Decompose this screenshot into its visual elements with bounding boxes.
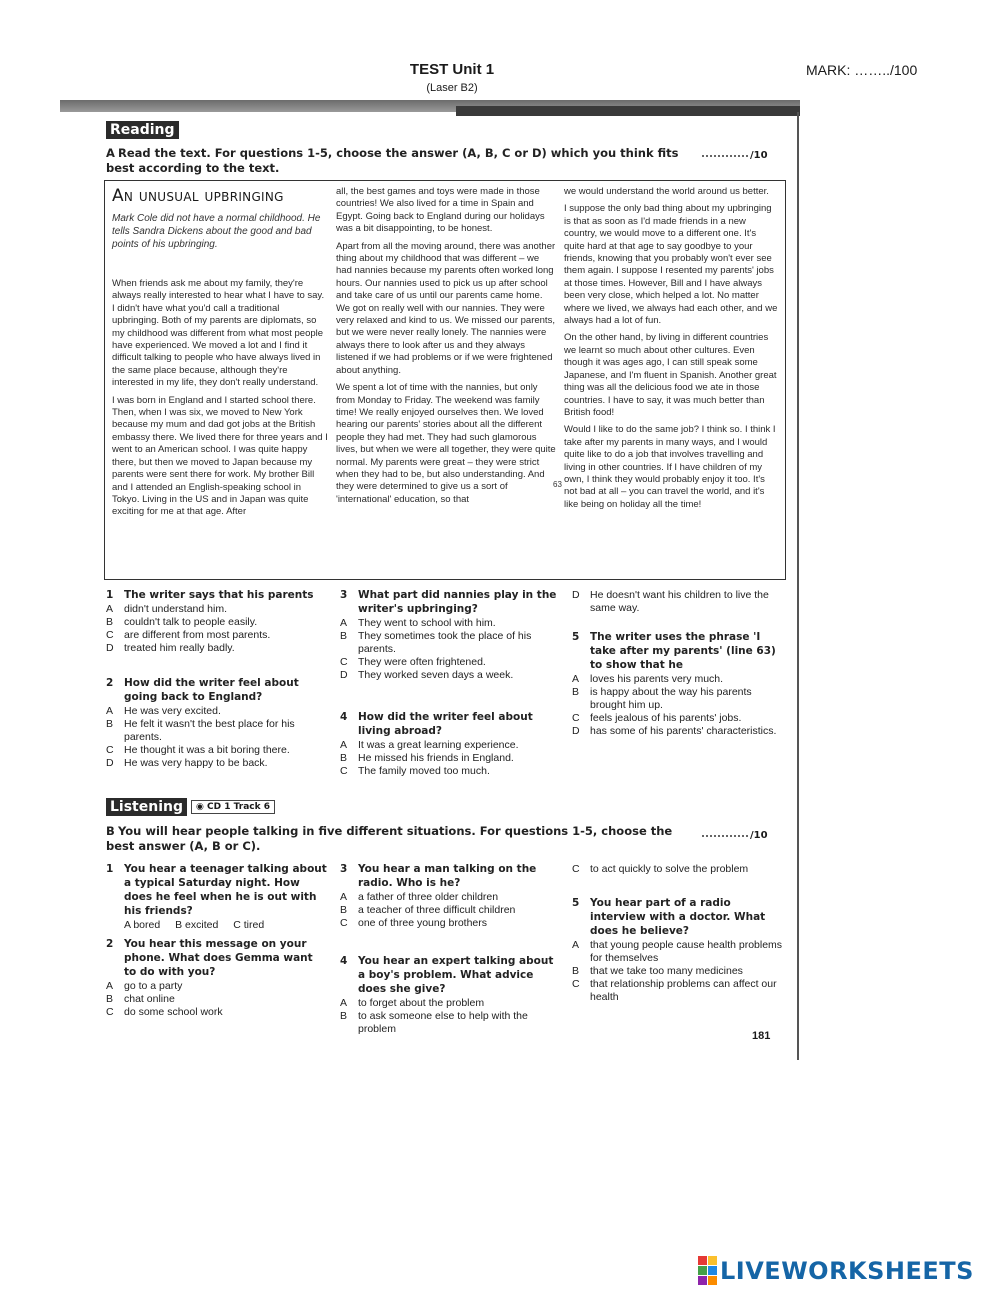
article-paragraph: all, the best games and toys were made in those countries! We also lived for a time in Spain and Egypt. Going back to England during our holidays was a bit disappointing, to be honest. (336, 186, 545, 235)
option-d[interactable]: D treated him really badly. (106, 642, 235, 654)
option-a[interactable]: A bored (124, 919, 161, 931)
option-b[interactable]: B is happy about the way his parents brought him up. (572, 686, 752, 711)
option-d[interactable]: D They worked seven days a week. (340, 669, 514, 681)
logo-square (698, 1276, 707, 1285)
article-paragraph: We spent a lot of time with the nannies, but only from Monday to Friday. The weekend was family time! We really enjoyed ourselves then. We loved hearing our parents' stories about all the different people they had met. They had such glamorous lives, but when we were all together, they were quite normal. My parents were great – they were strict when they had to be, but also understanding. And they were determined to give us a sort of 'international' education, so that (336, 382, 556, 505)
logo-square (698, 1266, 707, 1275)
reading-section-tag: Reading (106, 121, 179, 139)
option-c[interactable]: C do some school work (106, 1006, 223, 1018)
listening-score: /10 (702, 830, 768, 841)
article-paragraph: we would understand the world around us better. (564, 186, 769, 197)
option-c[interactable]: C feels jealous of his parents' jobs. (572, 712, 742, 724)
article-paragraph: I suppose the only bad thing about my upbringing is that as soon as I'd made friends in a new country, we would move to a different one. It's quite hard at that age to say goodbye to your friends, knowing that you probably won't ever see them again. I suppose I resented my parents' jobs at those times. However, Bill and I have always been very close, which helped a lot. No matter where we lived, we always had each other, and we always had a lot of fun. (564, 203, 778, 327)
option-a[interactable]: A He was very excited. (106, 705, 221, 717)
reading-question-1: 1 The writer says that his parents A didn't understand him. B couldn't talk to people easily. C are different from most parents. D treated him really badly. (106, 588, 326, 655)
test-subtitle: (Laser B2) (426, 82, 478, 94)
option-b[interactable]: B couldn't talk to people easily. (106, 616, 258, 628)
page-number: 181 (752, 1030, 771, 1042)
listening-question-2: 2 You hear this message on your phone. What does Gemma want to do with you? A go to a party B chat online C do some school work (106, 937, 328, 1019)
article-paragraph: Would I like to do the same job? I think so. I think I take after my parents in many ways, and I would quite like to do a job that involves travelling and living in other countries. If I have children of my own, I think they would probably enjoy it too. It's not bad at all – you can travel the world, and it's like being on holiday all the time! (564, 424, 776, 510)
listening-question-4-continued (572, 863, 788, 876)
option-b[interactable]: B that we take too many medicines (572, 965, 743, 977)
option-d[interactable]: D He doesn't want his children to live the same way. (572, 589, 769, 614)
reading-instruction (106, 146, 686, 176)
option-c[interactable]: C are different from most parents. (106, 629, 271, 641)
option-a[interactable]: A go to a party (106, 980, 183, 992)
article-title: An unusual upbringing (112, 186, 284, 206)
cd-track-label: ◉ CD 1 Track 6 (191, 800, 275, 814)
option-a[interactable]: A It was a great learning experience. (340, 739, 519, 751)
scan-top-bar-dark (456, 106, 800, 116)
article-column-2 (336, 186, 556, 511)
scan-right-rule (797, 112, 799, 1060)
option-b[interactable]: B They sometimes took the place of his parents. (340, 630, 532, 655)
option-c[interactable]: C They were often frightened. (340, 656, 486, 668)
option-b[interactable]: B a teacher of three difficult children (340, 904, 516, 916)
logo-square (708, 1266, 717, 1275)
article-paragraph: On the other hand, by living in different countries we learnt so much about other cultures. Even though it was ages ago, I can still speak some Japanese, and I'm fluent in Spanish. Another great thing was all the delicious food we ate in those countries. I have to say, it was much better than British food! (564, 332, 777, 418)
cd-icon: ◉ (196, 802, 204, 812)
option-b[interactable]: B to ask someone else to help with the problem (340, 1010, 528, 1035)
logo-squares-icon (698, 1256, 717, 1285)
option-d[interactable]: D He was very happy to be back. (106, 757, 268, 769)
option-c[interactable]: C to act quickly to solve the problem (572, 863, 749, 875)
article-column-3 (564, 186, 778, 516)
listening-instruction-text: You will hear people talking in five different situations. For questions 1-5, choose the best answer (A, B or C). (106, 824, 673, 853)
article-paragraph: When friends ask me about my family, they're always really interested to hear what I have to say. I didn't have what you'd call a traditional upbringing. Both of my parents are diplomats, so my childhood was different from what most people have experienced. We moved a lot and I find it difficult talking to people who have always lived in the same place because, although they're interested in my life, they don't really understand. (112, 278, 325, 389)
reading-question-5: 5 The writer uses the phrase 'I take after my parents' (line 63) to show that he A loves his parents very much. B is happy about the way his parents brought him up. C feels jealous of his parents' jobs. D has some of his parents' characteristics. (572, 630, 788, 738)
option-a[interactable]: A loves his parents very much. (572, 673, 724, 685)
reading-instruction-letter: A (106, 146, 115, 160)
test-title: TEST Unit 1 (409, 61, 495, 78)
reading-score: /10 (702, 150, 768, 161)
option-a[interactable]: A didn't understand him. (106, 603, 227, 615)
reading-question-4: 4 How did the writer feel about living abroad? A It was a great learning experience. B He missed his friends in England. C The family moved too much. (340, 710, 562, 778)
logo-square (708, 1276, 717, 1285)
option-b[interactable]: B excited (175, 919, 219, 931)
option-c[interactable]: C one of three young brothers (340, 917, 488, 929)
reading-instruction-text: Read the text. For questions 1-5, choose the answer (A, B, C or D) which you think fits best according to the text. (106, 146, 679, 175)
listening-section-tag: Listening (106, 798, 187, 816)
option-c[interactable]: C The family moved too much. (340, 765, 490, 777)
option-b[interactable]: B He felt it wasn't the best place for his parents. (106, 718, 295, 743)
reading-question-4-continued (572, 589, 788, 615)
option-a[interactable]: A to forget about the problem (340, 997, 485, 1009)
article-paragraph: I was born in England and I started school there. Then, when I was six, we moved to New York because my mum and dad got jobs at the British embassy there. We lived there for three years and I went to an American school. I was quite happy there, but then we moved to Japan because my parents were sent there for work. My brother Bill and I attended an English-speaking school in Tokyo. Living in the US and in Japan was quite exciting for me at that age. After (112, 394, 328, 518)
reading-question-3: 3 What part did nannies play in the writer's upbringing? A They went to school with him. B They sometimes took the place of his parents. C They were often frightened. D They worked seven days a week. (340, 588, 562, 682)
logo-text: LIVEWORKSHEETS (720, 1256, 974, 1285)
option-a[interactable]: A a father of three older children (340, 891, 499, 903)
listening-question-1: 1 You hear a teenager talking about a typical Saturday night. How does he feel when he is out with his friends? A bored B excited C tired (106, 863, 327, 931)
listening-question-4: 4 You hear an expert talking about a boy's problem. What advice does she give? A to forget about the problem B to ask someone else to help with the problem (340, 954, 562, 1036)
listening-question-5: 5 You hear part of a radio interview with a doctor. What does he believe? A that young people cause health problems for themselves B that we take too many medicines C that relationship problems can affect our health (572, 896, 788, 1004)
reading-question-2: 2 How did the writer feel about going back to England? A He was very excited. B He felt it wasn't the best place for his parents. C He thought it was a bit boring there. D He was very happy to be back. (106, 676, 326, 770)
option-c[interactable]: C that relationship problems can affect our health (572, 978, 777, 1003)
option-b[interactable]: B chat online (106, 993, 175, 1005)
option-a[interactable]: A They went to school with him. (340, 617, 496, 629)
article-intro: Mark Cole did not have a normal childhood. He tells Sandra Dickens about the good and bad points of his upbringing. (112, 213, 321, 250)
logo-square (708, 1256, 717, 1265)
option-c[interactable]: C He thought it was a bit boring there. (106, 744, 290, 756)
option-a[interactable]: A that young people cause health problems for themselves (572, 939, 783, 964)
article-column-1 (112, 278, 328, 524)
logo-square (698, 1256, 707, 1265)
option-d[interactable]: D has some of his parents' characteristics. (572, 725, 777, 737)
article-paragraph: Apart from all the moving around, there was another thing about my childhood that was different – we had nannies because my parents often worked long hours. Our nannies used to pick us up after school and take care of us until our parents came home. We got on really well with our nannies. They were very relaxed and kind to us. We missed our parents, but we were never really lonely. The nannies were always there to look after us and they always listened if we had problems or if we were frightened about anything. (336, 240, 556, 376)
listening-instruction (106, 824, 686, 854)
listening-instruction-letter: B (106, 824, 115, 838)
mark-field: MARK: ……../100 (806, 62, 918, 78)
listening-question-3: 3 You hear a man talking on the radio. Who is he? A a father of three older children B a teacher of three difficult children C one of three young brothers (340, 862, 562, 930)
option-b[interactable]: B He missed his friends in England. (340, 752, 514, 764)
liveworksheets-logo (698, 1256, 974, 1285)
line-number: 63 (553, 480, 562, 489)
inline-options (106, 919, 328, 932)
option-c[interactable]: C tired (233, 919, 265, 931)
